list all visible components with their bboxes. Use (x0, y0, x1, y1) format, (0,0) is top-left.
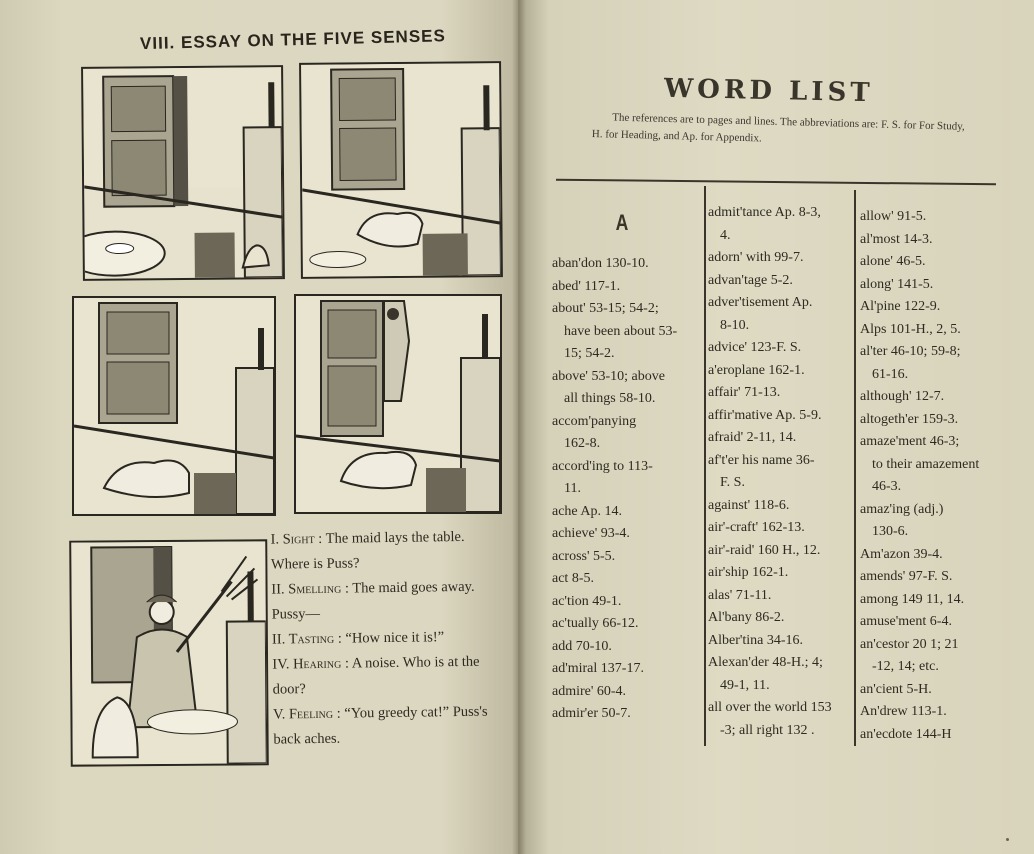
right-page (518, 0, 1034, 854)
sight-scene-illustration (83, 67, 283, 279)
illustration-panel-smelling (299, 61, 503, 279)
tasting-scene-illustration (74, 298, 274, 514)
word-entry: 162-8. (564, 436, 601, 451)
caption-smelling: II. Smelling : The maid goes away. Pussy— (271, 578, 475, 623)
word-entry: -12, 14; etc. (872, 659, 939, 674)
word-entry: along' 141-5. (860, 276, 934, 292)
word-entry: Alexan'der 48-H.; 4; (708, 655, 823, 670)
word-entry: amends' 97-F. S. (860, 569, 953, 584)
word-entry: af't'er his name 36- (708, 452, 815, 468)
caption-sight: I. Sight : The maid lays the table. Where is Puss? (270, 528, 465, 573)
word-entry: -3; all right 132 . (720, 722, 815, 738)
word-entry: affair' 71-13. (708, 385, 781, 400)
word-entry: alone' 46-5. (860, 254, 926, 269)
word-entry: an'cestor 20 1; 21 (860, 636, 959, 652)
caption-hearing: IV. Hearing : A noise. Who is at the door? (272, 653, 480, 698)
word-entry: accom'panying (552, 413, 637, 429)
word-entry: among 149 11, 14. (860, 591, 965, 607)
word-column-2 (708, 202, 854, 742)
word-entry: ac'tually 66-12. (552, 616, 639, 631)
word-entry: an'cient 5-H. (860, 681, 932, 697)
five-senses-captions (270, 524, 505, 752)
caption-feeling: V. Feeling : “You greedy cat!” Puss's back aches. (272, 703, 488, 748)
word-entry: admire' 60-4. (552, 683, 627, 699)
word-entry: admir'er 50-7. (552, 706, 631, 721)
abbreviation-note: The references are to pages and lines. The abbreviations are: F. S. for For Study, H. for Heading, and Ap. for Appendix. (591, 111, 965, 145)
book-gutter (512, 0, 526, 854)
illustration-panel-sight (81, 65, 285, 281)
word-entry: about' 53-15; 54-2; (552, 301, 659, 316)
illustration-panel-feeling (69, 539, 269, 766)
word-entry: 61-16. (872, 366, 909, 382)
word-entry: An'drew 113-1. (860, 704, 947, 719)
word-entry: advice' 123-F. S. (708, 340, 802, 355)
word-entry: amuse'ment 6-4. (860, 614, 952, 629)
word-entry: have been about 53- (564, 323, 678, 339)
illustration-panel-hearing (294, 294, 502, 514)
caption-tasting: II. Tasting : “How nice it is!” (271, 629, 445, 648)
word-entry: although' 12-7. (860, 389, 945, 404)
header-rule (556, 179, 996, 185)
word-list-title: WORD LIST (663, 73, 874, 109)
word-entry: amaze'ment 46-3; (860, 434, 960, 449)
word-entry: altogeth'er 159-3. (860, 411, 959, 427)
word-entry: aban'don 130-10. (552, 256, 649, 271)
word-column-1 (552, 253, 702, 726)
word-entry: air'ship 162-1. (708, 565, 789, 580)
word-entry: Am'azon 39-4. (860, 546, 943, 562)
word-entry: against' 118-6. (708, 497, 790, 513)
word-entry: act 8-5. (552, 571, 594, 586)
word-entry: ad'miral 137-17. (552, 661, 644, 676)
word-entry: a'eroplane 162-1. (708, 362, 805, 378)
section-letter-a: A (615, 210, 629, 235)
word-entry: 46-3. (872, 479, 902, 494)
word-entry: ac'tion 49-1. (552, 593, 622, 609)
page-mark (1006, 838, 1009, 841)
word-entry: F. S. (720, 475, 745, 490)
word-entry: ache Ap. 14. (552, 503, 622, 519)
word-entry: accord'ing to 113- (552, 458, 653, 474)
word-entry: across' 5-5. (552, 548, 616, 564)
feeling-scene-illustration (71, 541, 267, 764)
smelling-scene-illustration (301, 63, 501, 277)
word-entry: air'-raid' 160 H., 12. (708, 542, 821, 558)
word-column-3 (860, 206, 1028, 746)
illustration-panel-tasting (72, 296, 276, 516)
word-entry: amaz'ing (adj.) (860, 501, 944, 517)
word-entry: Alps 101-H., 2, 5. (860, 321, 961, 337)
word-entry: al'most 14-3. (860, 231, 933, 247)
column-divider-2 (854, 190, 856, 746)
word-entry: adorn' with 99-7. (708, 250, 804, 265)
word-entry: 130-6. (872, 524, 909, 539)
word-entry: above' 53-10; above (552, 368, 665, 384)
word-entry: 8-10. (720, 317, 750, 333)
word-entry: admit'tance Ap. 8-3, (708, 205, 821, 220)
column-divider-1 (704, 186, 706, 746)
chapter-heading: VIII. ESSAY ON THE FIVE SENSES (139, 26, 447, 54)
word-entry: al'ter 46-10; 59-8; (860, 344, 961, 359)
word-entry: all over the world 153 (708, 700, 832, 715)
word-entry: add 70-10. (552, 638, 612, 654)
word-entry: 4. (720, 227, 731, 243)
word-entry: 11. (564, 481, 581, 496)
word-entry: allow' 91-5. (860, 209, 927, 224)
word-entry: an'ecdote 144-H (860, 726, 952, 742)
word-entry: achieve' 93-4. (552, 526, 630, 541)
word-entry: 15; 54-2. (564, 346, 615, 361)
word-entry: afraid' 2-11, 14. (708, 430, 797, 445)
word-entry: all things 58-10. (564, 391, 656, 406)
word-entry: affir'mative Ap. 5-9. (708, 407, 822, 423)
word-entry: Al'pine 122-9. (860, 299, 941, 314)
word-entry: adver'tisement Ap. (708, 295, 813, 310)
word-entry: Al'bany 86-2. (708, 610, 785, 625)
word-entry: advan'tage 5-2. (708, 272, 793, 288)
word-entry: air'-craft' 162-13. (708, 520, 805, 535)
hearing-scene-illustration (296, 296, 500, 512)
word-entry: abed' 117-1. (552, 278, 621, 294)
word-entry: Alber'tina 34-16. (708, 632, 804, 648)
word-entry: to their amazement (872, 456, 980, 472)
word-entry: 49-1, 11. (720, 677, 770, 693)
word-entry: alas' 71-11. (708, 587, 772, 603)
